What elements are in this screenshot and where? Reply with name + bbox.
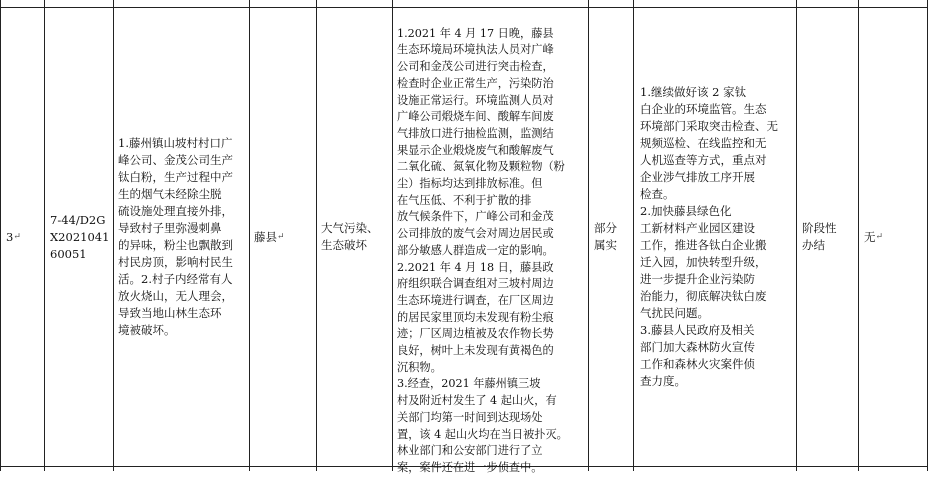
investigation-cell (397, 9, 587, 474)
row-index-cell (6, 8, 44, 466)
col-rule (0, 0, 1, 471)
verdict-text: 部分 属实 (594, 221, 617, 252)
col-rule (249, 0, 250, 471)
district-cell (254, 8, 314, 466)
paragraph-mark-icon: ↵ (13, 231, 21, 242)
status-text: 阶段性 办结 (802, 221, 837, 252)
col-rule (316, 0, 317, 471)
investigation-text: 1.2021 年 4 月 17 日晚，藤县 生态环境局环境执法人员对广峰 公司和金茂公司进行突击检查， 检查时企业正常生产，污染防治 设施正常运行。环境监测人员对 广峰公司煅烧车间、酸解车间废 气排放口进行抽检监测，监测结 果显示企业煅烧废气和酸解废气 二氧化硫、氮氧化物及颗粒物（粉 尘）指标均达到排放标准。但 在气压低、不利于扩散的排 放气候条件下，广峰公司和金茂 公司排放的废气会对周边居民或 部分敏感人群造成一定的影响。 2.2021 年 4 月 18 日，藤县政 府组织联合调查组对三坡村周边 生态环境进行调查，在厂区周边 的居民家里顶均未发现有粉尘痕 迹；厂区周边植被及农作物长势 良好，树叶上未发现有黄褐色的 沉积物。 3.经查，2021 年藤州镇三坡 村及附近村发生了 4 起山火，有 关部门均第一时间到达现场处 置，该 4 起山火均在当日被扑灭。 林业部门和公安部门进行了立 案，案件还在进一步侦查中。 (397, 26, 568, 474)
col-rule (633, 0, 634, 471)
case-number-cell (50, 8, 112, 466)
row-index: 3 (6, 229, 14, 244)
complaint-cell (118, 8, 248, 466)
case-number: 7-44/D2G X2021041 60051 (50, 212, 110, 261)
verdict-cell (594, 8, 632, 466)
col-rule (858, 0, 859, 471)
col-rule (588, 0, 589, 471)
district-text: 藤县 (254, 229, 277, 244)
status-cell (802, 8, 857, 466)
accountability-cell (864, 8, 926, 466)
col-rule (796, 0, 797, 471)
paragraph-mark-icon: ↵ (875, 231, 884, 242)
accountability-text: 无 (864, 229, 876, 244)
handling-cell (640, 8, 794, 466)
col-rule (113, 0, 114, 471)
complaint-text: 1.藤州镇山坡村村口广 峰公司、金茂公司生产 钛白粉，生产过程中产 生的烟气未经除尘脱 硫设施处理直接外排， 导致村子里弥漫刺鼻 的异味，粉尘也飘散到 村民房顶，影响村民生 活。2.村子内经常有人 放火烧山，无人理会， 导致当地山林生态环 境被破坏。 (118, 136, 233, 337)
col-rule (392, 0, 393, 471)
paragraph-mark-icon: ↵ (277, 231, 285, 242)
col-rule (44, 0, 45, 471)
handling-text: 1.继续做好该 2 家钛 白企业的环境监管。生态 环境部门采取突击检查、无 规频巡检、在线监控和无 人机巡查等方式，重点对 企业涉气排放工序开展 检查。 2.加快藤县绿色化 工新材料产业园区建设 工作，推进各钛白企业搬 迁入园，加快转型升级， 进一步提升企业污染防 治能力，彻底解决钛白废 气扰民问题。 3.藤县人民政府及相关 部门加大森林防火宣传 工作和森林火灾案件侦 查力度。 (640, 85, 778, 388)
category-text: 大气污染、 生态破坏 (321, 221, 379, 252)
category-cell (321, 8, 391, 466)
